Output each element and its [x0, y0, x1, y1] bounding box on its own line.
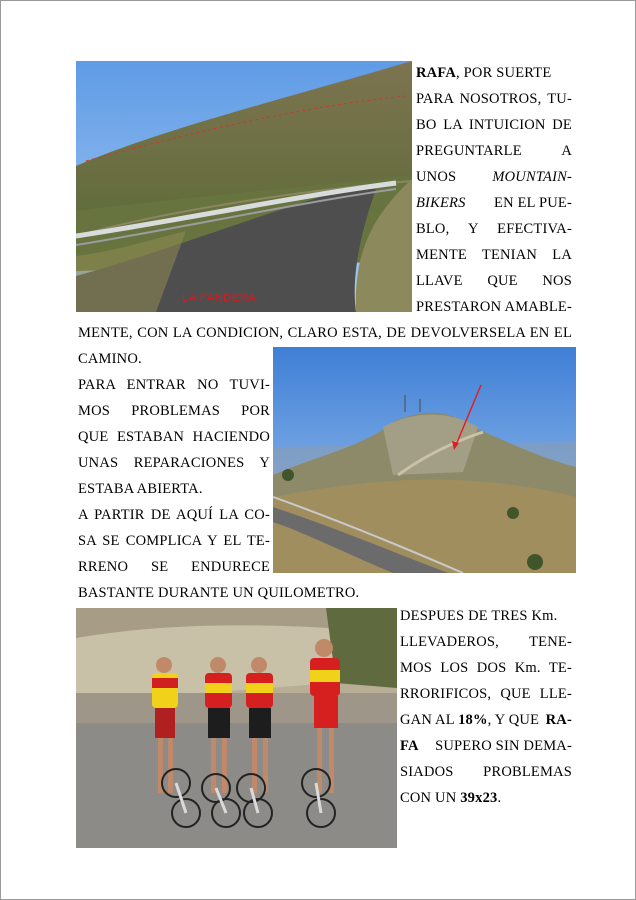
name-rafa: RAFA — [416, 65, 456, 81]
text-line: UNAS REPARACIONES Y — [78, 455, 270, 471]
text-line: RRORIFICOS, QUE LLE- — [400, 686, 572, 702]
text-line: MOS LOS DOS Km. TE- — [400, 660, 572, 676]
text-line: QUE ESTABAN HACIENDO — [78, 429, 270, 445]
text-line: UNOS MOUNTAIN- — [416, 169, 572, 185]
grade-percent: 18% — [458, 712, 488, 728]
text-line: BLO, Y EFECTIVA- — [416, 221, 572, 237]
photo-caption-la-pandera: LA PANDERA — [182, 292, 257, 304]
text-line: PARA ENTRAR NO TUVI- — [78, 377, 270, 393]
text-line: SIADOS PROBLEMAS — [400, 764, 572, 780]
text-line: RAFA, POR SUERTE — [416, 65, 552, 81]
text-line: BO LA INTUICION DE — [416, 117, 572, 133]
text-line: MOS PROBLEMAS POR — [78, 403, 270, 419]
text-line: LLAVE QUE NOS — [416, 273, 572, 289]
text-line: RRENO SE ENDURECE — [78, 559, 270, 575]
text-line: PARA NOSOTROS, TU- — [416, 91, 572, 107]
text-line: CON UN 39x23. — [400, 790, 502, 806]
text-line: DESPUES DE TRES Km. — [400, 608, 558, 624]
text-line: LLEVADEROS, TENE- — [400, 634, 572, 650]
gear-ratio: 39x23 — [460, 790, 498, 806]
text-line: BIKERS EN EL PUE- — [416, 195, 572, 211]
text-line: SA SE COMPLICA Y EL TE- — [78, 533, 270, 549]
text-line: PREGUNTARLE A — [416, 143, 572, 159]
text-line: PRESTARON AMABLE- — [416, 299, 572, 315]
text-line: ESTABA ABIERTA. — [78, 481, 203, 497]
text-line: GAN AL 18%, Y QUE RA- — [400, 712, 572, 728]
text-line: MENTE TENIAN LA — [416, 247, 572, 263]
text-line: FA SUPERO SIN DEMA- — [400, 738, 572, 754]
photo-la-pandera-road — [76, 61, 412, 312]
photo-cyclists-group — [76, 608, 397, 848]
text-line: A PARTIR DE AQUÍ LA CO- — [78, 507, 270, 523]
photo-summit-antennas — [273, 347, 576, 573]
text-line: MENTE, CON LA CONDICION, CLARO ESTA, DE DEVOLVERSELA EN EL — [78, 325, 572, 341]
text-line: BASTANTE DURANTE UN QUILOMETRO. — [78, 585, 360, 601]
text-line: CAMINO. — [78, 351, 142, 367]
